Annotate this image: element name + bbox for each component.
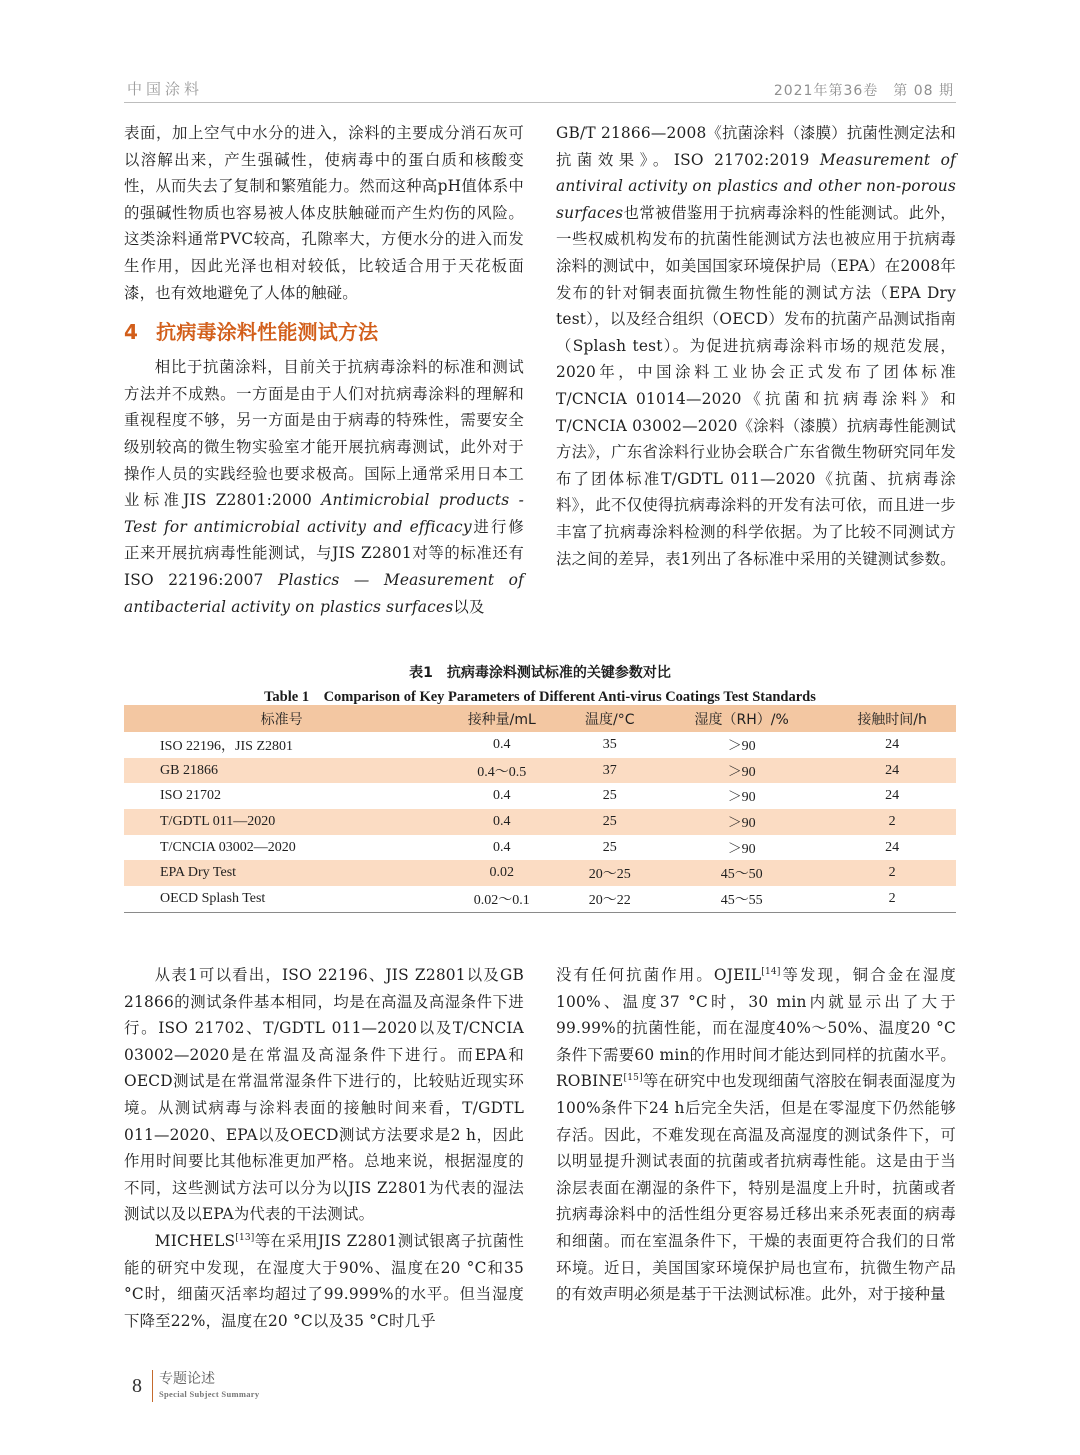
table-header-row [124, 705, 956, 732]
column-4 [556, 962, 956, 1308]
italic-title: Antimicrobial products - Test for antimicrobial activity and efficacy [124, 491, 524, 536]
table-cell: 25 [602, 788, 617, 804]
table-cell: 0.02 [439, 860, 564, 886]
table-cell: GB 21866 [124, 758, 439, 784]
table-cell: 0.4 [493, 788, 511, 804]
table-cell: ISO 21702 [160, 788, 222, 804]
table-caption-en: Table 1 Comparison of Key Parameters of Different Anti-virus Coatings Test Standards [264, 689, 816, 705]
table-cell: 24 [885, 839, 900, 855]
page-number: 8 [132, 1375, 142, 1397]
footer-divider [152, 1370, 153, 1402]
header-temperature: 温度/°C [564, 705, 655, 732]
table-cell: 24 [885, 736, 900, 752]
table-cell: T/GDTL 011—2020 [124, 809, 439, 835]
citation-ref: [15] [623, 1073, 643, 1084]
paragraph [124, 1228, 524, 1334]
text-run: 等发现，铜合金在湿度100%、温度37 °C时，30 min内就显示出了大于99.99%的抗菌性能，而在湿度40%～50%、温度20 °C条件下需要60 min的作用时间才能达到同样的抗菌水平。ROBINE [556, 966, 956, 1091]
column-3 [124, 962, 524, 1334]
header-contact-time: 接触时间/h [828, 705, 956, 732]
text-run: 也常被借鉴用于抗病毒涂料的性能测试。此外，一些权威机构发布的抗菌性能测试方法也被应用于抗病毒涂料的测试中，如美国国家环境保护局（EPA）在2008年发布的针对铜表面抗微生物性能的测试方法（EPA Dry test），以及经合组织（OECD）发布的抗菌产品测试指南（Splash test）。为促进抗病毒涂料市场的规范发展，2020年，中国涂料工业协会正式发布了团体标准T/CNCIA 01014—2020《抗菌和抗病毒涂料》和T/CNCIA 03002—2020《涂料（漆膜）抗病毒性能测试方法》，广东省涂料行业协会联合广东省微生物研究同年发布了团体标准T/GDTL 011—2020《抗菌、抗病毒涂料》，此不仅使得抗病毒涂料的开发有法可依，而且进一步丰富了抗病毒涂料检测的科学依据。为了比较不同测试方法之间的差异，表1列出了各标准中采用的关键测试参数。 [556, 203, 956, 568]
text-run: 相比于抗菌涂料，目前关于抗病毒涂料的标准和测试方法并不成熟。一方面是由于人们对抗病毒涂料的理解和重视程度不够，另一方面是由于病毒的特殊性，需要安全级别较高的微生物实验室才能开展抗病毒测试，此外对于操作人员的实践经验也要求极高。国际上通常采用日本工业标准JIS Z2801:2000 [124, 358, 524, 510]
table-cell: ＞90 [727, 841, 756, 857]
paragraph [124, 354, 524, 620]
section-heading [124, 319, 524, 345]
table-cell: 45～50 [655, 860, 828, 886]
table-cell: EPA Dry Test [124, 860, 439, 886]
table-cell: 0.4 [439, 809, 564, 835]
text-run: 进行修正来开展抗病毒性能测试，与JIS Z2801对等的标准还有ISO 22196:2007 [124, 517, 524, 589]
table-cell: 0.02～0.1 [473, 892, 530, 908]
paragraph: 从表1可以看出，ISO 22196、JIS Z2801以及GB 21866的测试条件基本相同，均是在高温及高湿条件下进行。ISO 21702、T/GDTL 011—2020以及T/CNCIA 03002—2020是在常温及高湿条件下进行。而EPA和OECD测试是在常温常湿条件下进行的，比较贴近现实环境。从测试病毒与涂料表面的接触时间来看，T/GDTL 011—2020、EPA以及OECD测试方法要求是2 h，因此作用时间要比其他标准更加严格。总地来说，根据湿度的不同，这些测试方法可以分为以JIS Z2801为代表的湿法测试以及以EPA为代表的干法测试。 [124, 966, 524, 1224]
text-run: 以及 [453, 597, 485, 616]
table-cell: ＞90 [655, 758, 828, 784]
table-cell: 24 [828, 758, 956, 784]
table-cell: OECD Splash Test [160, 890, 266, 906]
paragraph [556, 120, 956, 572]
table-cell: 0.4～0.5 [439, 758, 564, 784]
table-row [124, 732, 956, 758]
table-row [124, 886, 956, 912]
table-cell: 2 [888, 890, 896, 906]
table-row [124, 783, 956, 809]
text-run: 等在采用JIS Z2801测试银离子抗菌性能的研究中发现，在湿度大于90%、温度在20 °C和35 °C时，细菌灭活率均超过了99.999%的水平。但当湿度下降至22%，温度在20 °C以及35 °C时几乎 [124, 1231, 524, 1330]
italic-title: Measurement of antiviral activity on plastics and other non-porous surfaces [556, 150, 956, 222]
parameters-table [124, 705, 956, 913]
section-number: 4 [124, 320, 139, 345]
table-cell: 37 [564, 758, 655, 784]
column-1 [124, 120, 524, 620]
table-cell: T/CNCIA 03002—2020 [160, 839, 296, 855]
citation-ref: [14] [761, 966, 781, 977]
table-cell: 25 [564, 809, 655, 835]
footer-section-title: 专题论述 [159, 1371, 215, 1387]
italic-title: Plastics — Measurement of antibacterial activity on plastics surfaces [124, 570, 524, 616]
table-cell: ＞90 [727, 738, 756, 754]
table-row [124, 835, 956, 861]
text-run: MICHELS [154, 1231, 236, 1250]
table-cell: 35 [602, 736, 617, 752]
table-cell: 45～55 [720, 892, 763, 908]
section-title: 抗病毒涂料性能测试方法 [156, 320, 379, 345]
table-cell: 25 [602, 839, 617, 855]
header-standard: 标准号 [124, 705, 439, 732]
paragraph [556, 962, 956, 1308]
text-run: GB/T 21866—2008《抗菌涂料（漆膜）抗菌性测定法和抗菌效果》。ISO 21702:2019 [556, 124, 956, 169]
table-cell: ISO 22196，JIS Z2801 [160, 738, 294, 754]
text-run: 等在研究中也发现细菌气溶胶在铜表面湿度为100%条件下24 h后完全失活，但是在零湿度下仍然能够存活。因此，不难发现在高温及高湿度的测试条件下，可以明显提升测试表面的抗菌或者抗病毒性能。这是由于当涂层表面在潮湿的条件下，特别是温度上升时，抗菌或者抗病毒涂料中的活性组分更容易迁移出来杀死表面的病毒和细菌。而在室温条件下，干燥的表面更符合我们的日常环境。近日，美国国家环境保护局也宣布，抗微生物产品的有效声明必须是基于干法测试标准。此外，对于接种量 [556, 1072, 956, 1304]
table-cell: 2 [828, 809, 956, 835]
footer-section-subtitle: Special Subject Summary [159, 1389, 260, 1399]
paragraph: 表面，加上空气中水分的进入，涂料的主要成分消石灰可以溶解出来，产生强碱性，使病毒中的蛋白质和核酸变性，从而失去了复制和繁殖能力。然而这种高pH值体系中的强碱性物质也容易被人体皮肤触碰而产生灼伤的风险。这类涂料通常PVC较高，孔隙率大，方便水分的进入而发生作用，因此光泽也相对较低，比较适合用于天花板面漆，也有效地避免了人体的触碰。 [124, 124, 524, 302]
table-cell: ＞90 [727, 790, 756, 806]
header-rule [124, 102, 956, 103]
table-cell: 2 [828, 860, 956, 886]
table-cell: 0.4 [493, 736, 511, 752]
table-caption-cn: 表1 抗病毒涂料测试标准的关键参数对比 [409, 665, 671, 681]
table-row [124, 860, 956, 886]
citation-ref: [13] [235, 1232, 255, 1243]
table-row [124, 758, 956, 784]
issue-info: 2021年第36卷 第 08 期 [773, 83, 954, 99]
table-cell: ＞90 [655, 809, 828, 835]
header-volume: 接种量/mL [439, 705, 564, 732]
table-cell: 0.4 [493, 839, 511, 855]
table-cell: 24 [885, 788, 900, 804]
journal-name: 中国涂料 [127, 80, 204, 98]
table-cell: 20～22 [588, 892, 631, 908]
table-cell: 20～25 [564, 860, 655, 886]
column-2 [556, 120, 956, 572]
header-humidity: 湿度（RH）/% [655, 705, 828, 732]
table-row [124, 809, 956, 835]
text-run: 没有任何抗菌作用。OJEIL [556, 966, 762, 984]
